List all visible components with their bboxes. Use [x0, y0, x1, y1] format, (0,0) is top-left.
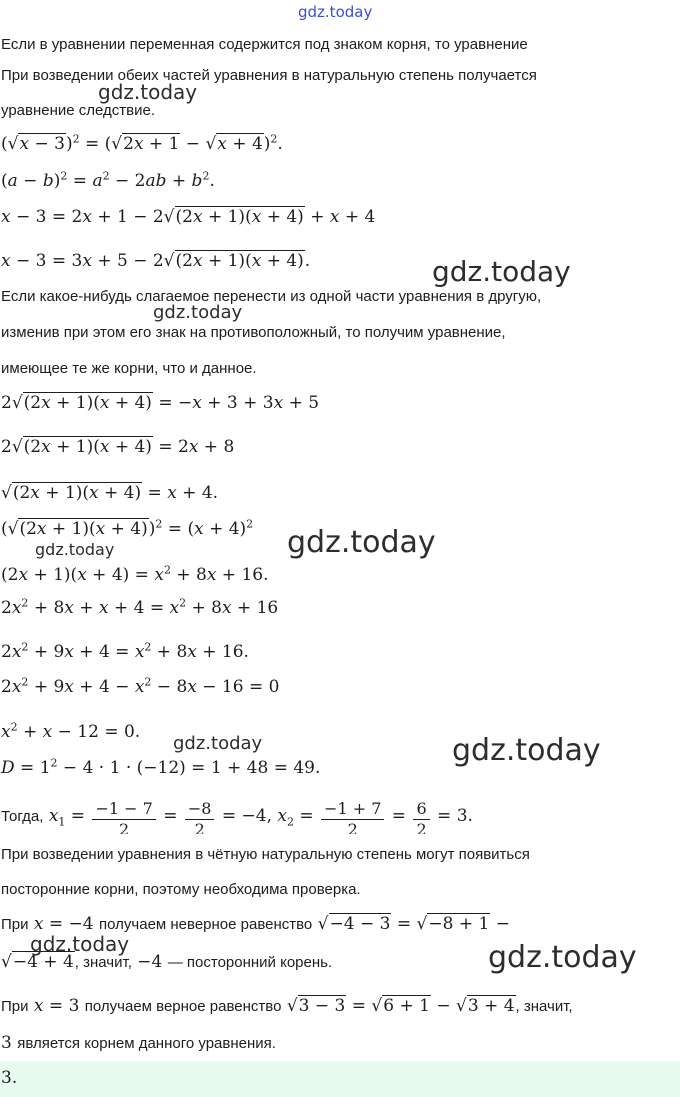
watermark: gdz.today [98, 80, 198, 104]
paragraph-move-term: Если какое-нибудь слагаемое перенести из одной части уравнения в другую, [1, 288, 542, 305]
equation-expanded: x − 3 = 2x + 1 − 2√(2x + 1)(x + 4) + x + 4 [1, 207, 376, 227]
paragraph-same-roots: имеющее те же корни, что и данное. [1, 360, 257, 377]
means-label-2: , значит, [515, 998, 573, 1015]
watermark: gdz.today [153, 302, 243, 323]
equation-roots: Тогда, $x_1$ = $\frac{-1 - 7}{2}$ = $\frac{-8}{2}$ = −4, $x_2$ = $\frac{-1 + 7}{2}$ = $\frac{6}{2}$ = 3. [1, 799, 473, 834]
equation-product: $(2x + 1)(x + 4) = x^2 + 8x + 16$. [1, 563, 269, 585]
is-root-label: является корнем данного уравнения. [17, 1035, 276, 1052]
equation-squared: $(√x - 3)^2 = (√2x + 1 - √x + 4)^2$. [1, 132, 283, 154]
check-first-root-cont: √−4 + 4, значит, −4 — посторонний корень. [1, 952, 333, 972]
watermark: gdz.today [287, 525, 436, 560]
at-label-2: При [1, 998, 29, 1015]
top-watermark: gdz.today [298, 3, 373, 21]
paragraph-consequence-end: уравнение следствие. [1, 102, 156, 119]
answer-value: 3. [1, 1068, 18, 1088]
paragraph-even-power: При возведении уравнения в чётную натуральную степень могут появиться [1, 846, 530, 863]
check-second-root: При x = 3 получаем верное равенство √3 − 3 = √6 + 1 − √3 + 4, значит, [1, 996, 573, 1016]
check-second-root-cont: 3 является корнем данного уравнения. [1, 1033, 276, 1053]
equation-isolated: 2√(2x + 1)(x + 4) = −x + 3 + 3x + 5 [1, 393, 320, 413]
equation-discriminant: $D = 1^2 - 4 \cdot 1 \cdot (-12) = 1 + 48 = 49$. [1, 756, 321, 778]
wrong-equality-label: получаем неверное равенство [99, 916, 313, 933]
watermark: gdz.today [488, 940, 637, 975]
watermark: gdz.today [452, 733, 601, 768]
watermark: gdz.today [432, 255, 571, 288]
paragraph-change-sign: изменив при этом его знак на противоположный, то получим уравнение, [1, 324, 506, 341]
equation-divided: √(2x + 1)(x + 4) = x + 4. [1, 483, 219, 503]
equation-move-all: $2x^2 + 9x + 4 - x^2 - 8x - 16 = 0$ [1, 675, 280, 697]
at-label: При [1, 916, 29, 933]
extraneous-root-label: — посторонний корень. [167, 954, 333, 971]
equation-isolated-simplified: 2√(2x + 1)(x + 4) = 2x + 8 [1, 437, 235, 457]
equation-quadratic: $x^2 + x - 12 = 0$. [1, 720, 141, 742]
paragraph-root-definition: Если в уравнении переменная содержится под знаком корня, то уравнение [1, 36, 528, 53]
equation-squared-again: $(√(2x + 1)(x + 4))^2 = (x + 4)^2$ [1, 517, 254, 539]
paragraph-power-consequence: При возведении обеих частей уравнения в натуральную степень получается [1, 67, 537, 84]
paragraph-check-needed: посторонние корни, поэтому необходима проверка. [1, 881, 361, 898]
check-first-root: При x = −4 получаем неверное равенство √−4 − 3 = √−8 + 1 − [1, 914, 510, 934]
equation-open-brackets: $2x^2 + 8x + x + 4 = x^2 + 8x + 16$ [1, 596, 279, 618]
watermark: gdz.today [35, 540, 115, 559]
equation-identity: $(a - b)^2 = a^2 - 2ab + b^2$. [1, 169, 215, 191]
right-equality-label: получаем верное равенство [84, 998, 282, 1015]
answer-box [0, 1061, 680, 1097]
watermark: gdz.today [30, 932, 130, 956]
equation-simplified: x − 3 = 3x + 5 − 2√(2x + 1)(x + 4). [1, 251, 311, 271]
equation-collect: $2x^2 + 9x + 4 = x^2 + 8x + 16$. [1, 640, 249, 662]
watermark: gdz.today [173, 733, 263, 754]
then-label: Тогда, [1, 808, 44, 825]
means-label: , значит, [74, 954, 132, 971]
